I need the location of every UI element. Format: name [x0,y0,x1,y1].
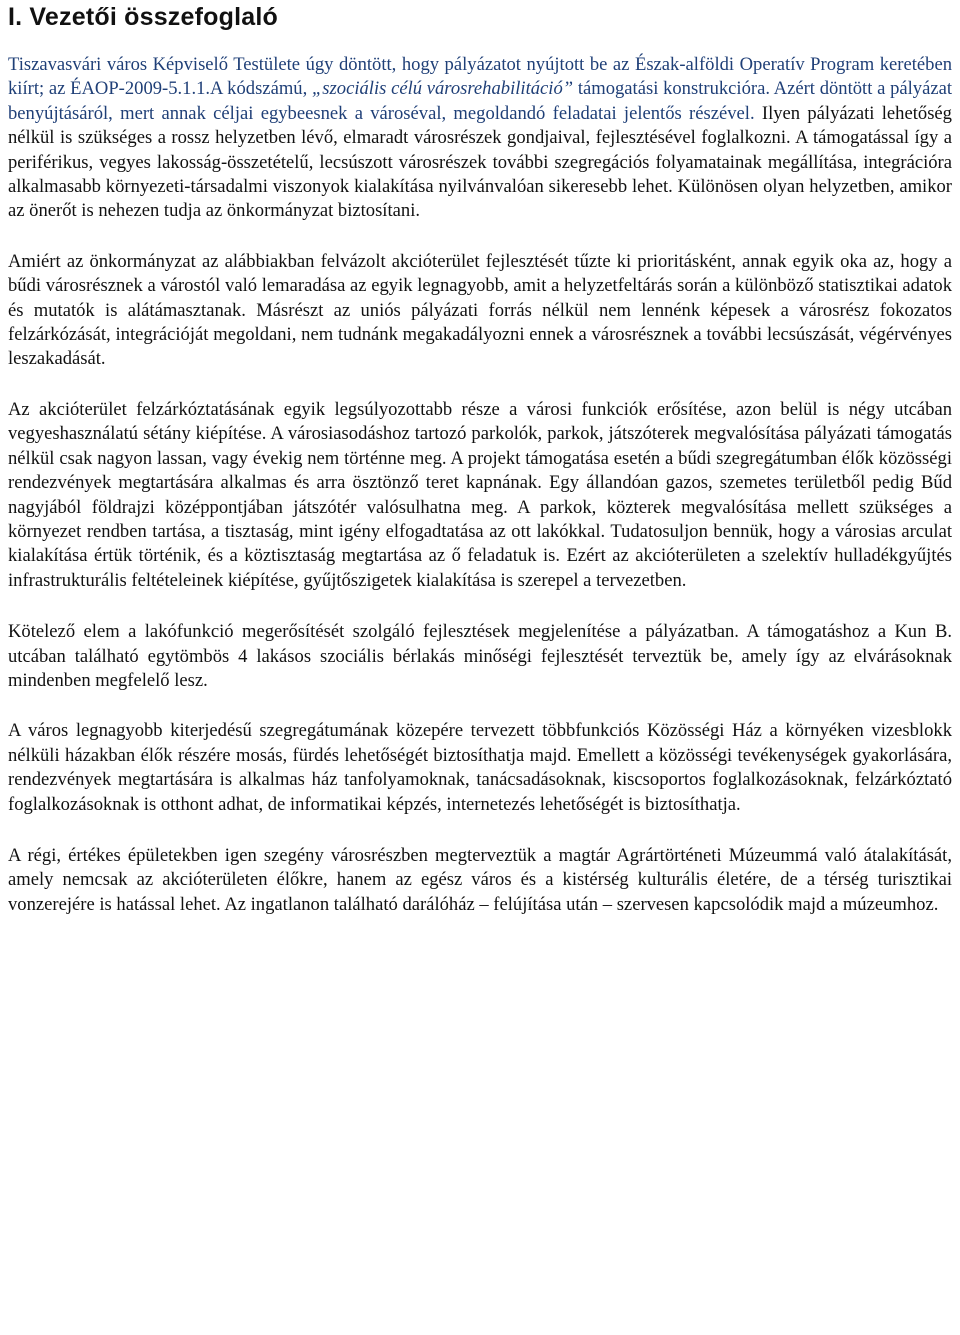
paragraph-museum: A régi, értékes épületekben igen szegény városrészben megterveztük a magtár Agrártörténeti Múzeummá való átalakítását, amely nemcsak az akcióterületen élőkre, hanem az egész város és a kistérség kulturális életére, de a térség turisztikai vonzerejére is hatással lehet. Az ingatlanon található darálóház – felújítása után – szervesen kapcsolódik majd a múzeumhoz. [8,844,952,915]
paragraph-intro [8,53,952,224]
section-heading: I. Vezetői összefoglaló [8,3,278,31]
paragraph-housing: Kötelező elem a lakófunkció megerősítését szolgáló fejlesztések megjelenítése a pályázatban. A támogatáshoz a Kun B. utcában található egytömbös 4 lakásos szociális bérlakás minőségi fejlesztését terveztük be, amely így az elvárásoknak mindenben megfelelő lesz. [8,621,952,691]
intro-sentence-1-end: támogatási konstrukcióra. [573,78,770,100]
intro-sentence-2: Azért döntött a pályázat benyújtásáról, mert annak céljai egybeesnek a városéval, megoldandó feladatai jelentős részével. [8,78,953,124]
paragraph-priority: Amiért az önkormányzat az alábbiakban felvázolt akcióterület fejlesztését tűzte ki prioritásként, annak egyik oka az, hogy a bűdi városrésznek a várostól való lemaradása az egyik legnagyobb, amit a helyzetfeltárás során a különböző statisztikai adatok és mutatók is alátámasztanak. Másrészt az uniós pályázati forrás nélkül nem lennénk képesek a városrész fokozatos felzárkózását, integrációját megoldani, nem tudnánk megakadályozni ennek a városrésznek a további lecsúszását, végérvényes leszakadását. [8,250,952,370]
intro-sentence-3: Ilyen pályázati lehetőség nélkül is szükséges a rossz helyzetben lévő, elmaradt városrészek gondjaival, fejlesztésével foglalkozni. A támogatással így a periférikus, vegyes lakosság-összetételű, lecsúszott városrészek további szegregációs folyamatainak megállítása, integrációra alkalmasabb környezeti-társadalmi viszonyok kialakítása nyilvánvalóan sikeresebb lehet. Különösen olyan helyzetben, amikor az önerőt is nehezen tudja az önkormányzat biztosítani. [8,102,952,222]
paragraph-urban-functions: Az akcióterület felzárkóztatásának egyik legsúlyozottabb része a városi funkciók erősítése, azon belül is négy utcában vegyeshasználatú sétány kiépítése. A városiasodáshoz tartozó parkolók, parkok, játszóterek megvalósítása pályázati támogatás nélkül csak nagyon lassan, vagy évekig nem történne meg. A projekt támogatása esetén a bűdi szegregátumban élők közösségi rendezvények megtartására alkalmas és arra ösztönző teret kapnának. Egy állandóan gazos, szemetes területből pedig Bűd nagyjából földrajzi középpontjában játszótér valósulhatna meg. A parkok, közterek megvalósítása mellett szükséges a környezet rendben tartása, a tisztaság, mint igény elfogadtatása az ott lakókkal. Tudatosuljon bennük, hogy a városias arculat kialakítása értük történik, és a köztisztaság megtartása az ő feladatuk is. Ezért az akcióterületen a szelektív hulladékgyűjtés infrastrukturális feltételeinek kiépítése, gyűjtőszigetek kialakítása is szerepel a tervezetben. [8,398,952,591]
document-page [8,0,952,917]
intro-sentence-1: Tiszavasvári város Képviselő Testülete úgy döntött, hogy pályázatot nyújtott be az Észak-alföldi Operatív Program keretében kiírt; az ÉAOP-2009-5.1.1.A kódszámú, [8,54,952,100]
intro-program-name: „szociális célú városrehabilitáció” [311,78,574,100]
paragraph-community-house: A város legnagyobb kiterjedésű szegregátumának közepére tervezett többfunkciós Közösségi Ház a környéken vizesblokk nélküli házakban élők részére mosás, fürdés lehetőségét biztosíthatja majd. Emellett a közösségi tevékenységek gyakorlására, rendezvények megtartására is alkalmas ház tanfolyamoknak, tanácsadásoknak, kiscsoportos foglalkozásoknak, felzárkóztató foglalkozásoknak is otthont adhat, de informatikai képzés, internetezés lehetőségét is biztosíthatja. [8,720,952,815]
